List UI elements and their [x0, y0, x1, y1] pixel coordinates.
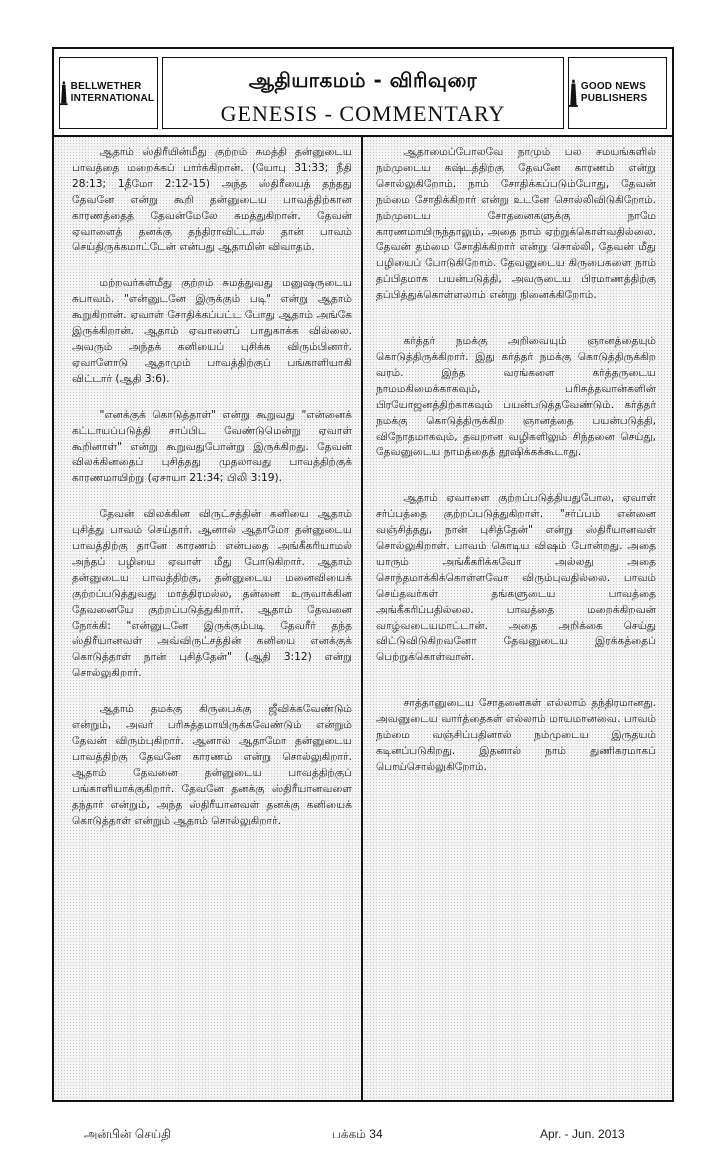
footer-page-number: பக்கம் 34	[332, 1127, 383, 1141]
footer-magazine-name: அன்பின் செய்தி	[84, 1127, 171, 1141]
bellwether-logo	[59, 57, 158, 129]
paragraph: "எனக்குக் கொடுத்தாள்" என்று கூறுவது "என்னைக் கட்டாயப்படுத்தி சாப்பிட வேண்டுமென்று ஏவாள் கூறினாள்" என்று கூறுவதுபோன்று இருக்கிறது. தேவன் விலக்கினதைப் புசித்தது முதலாவது பாவத்திற்குக் காரணமாயிற்று (ஏசாயா 21:34; பிலி 3:19).	[72, 408, 352, 485]
right-column	[376, 145, 656, 806]
page-footer	[0, 1127, 724, 1147]
good-news-logo	[568, 57, 667, 129]
column-divider	[361, 137, 363, 1100]
paragraph: ஆதாம் ஸ்திரீயின்மீது குற்றம் சுமத்தி தன்னுடைய பாவத்தை மறைக்கப் பார்க்கிறான். (யோபு 31:33; நீதி 28:13; 1தீமோ 2:12-15) அந்த ஸ்திரீயைத் தந்தது தேவனே என்று கூறி தன்னுடைய பாவத்திற்கான காரணத்தைத் தேவன்மேலே சுமத்துகிறான். தேவன் ஏவாளைத் தனக்கு தந்திராவிட்டால் தான் பாவம் செய்திருக்கமாட்டேன் என்பது ஆதாமின் விவாதம்.	[72, 146, 352, 254]
paragraph: ஆதாமைப்போலவே நாமும் பல சமயங்களில் நம்முடைய கஷ்டத்திற்கு தேவனே காரணம் என்று சொல்லுகிறோம். நாம் சோதிக்கப்படும்போது, தேவன் நம்மை சோதிக்கிறார் என்று உடனே சொல்லிவிடுகிறோம். நம்முடைய சோதனைகளுக்கு நாமே காரணமாயிருந்தாலும், அதை நாம் ஏற்றுக்கொள்வதில்லை. தேவன் தம்மை சோதிக்கிறார் என்று சொல்லி, தேவன் மீது பழியைப் போடுகிறோம். தேவனுடைய கிருபைகளை நாம் தப்பிதமாக பயன்படுத்தி, அவருடைய பிரமாணத்திற்கு தப்பித்துக்கொள்ளலாம் என்று நினைக்கிறோம்.	[376, 146, 656, 302]
good-news-logo-text: GOOD NEWS PUBLISHERS	[580, 81, 648, 104]
title-box	[162, 57, 564, 129]
lighthouse-icon	[60, 70, 68, 116]
page-frame	[52, 47, 674, 1102]
lighthouse-icon	[569, 70, 578, 116]
left-column	[72, 145, 352, 849]
paragraph: மற்றவர்கள்மீது குற்றம் சுமத்துவது மனுஷருடைய சுபாவம். "என்னுடனே இருக்கும் படி" என்று ஆதாம் கூறுகிறான். ஏவாள் சோதிக்கப்பட்ட போது ஆதாம் அங்கே இருக்கிறான். ஆதாம் ஏவாளைப் பாதுகாக்க வில்லை. அவரும் அந்தக் கனியைப் புசிக்க விரும்பினார். ஏவாளோடு ஆதாமும் பாவத்திற்குப் பங்காளியாகி விட்டார் (ஆதி 3:6).	[72, 277, 352, 385]
paragraph: தேவன் விலக்கின விருட்சத்தின் கனியை ஆதாம் புசித்து பாவம் செய்தார். ஆனால் ஆதாமோ தன்னுடைய பாவத்திற்கு தானே காரணம் என்பதை அங்கீகரியாமல் அந்தப் பழியை ஏவாள் மீது போடுகிறார். ஆதாம் தன்னுடைய பாவத்திற்கு, தன்னுடைய மனைவியைக் குற்றப்படுத்துவது மாத்திரமல்ல, தன்னை உருவாக்கின தேவனையே குற்றப்படுத்துகிறார். ஆதாம் தேவனை நோக்கி: "என்னுடனே இருக்கும்படி தேவரீர் தந்த ஸ்திரீயானவள் அவ்விருட்சத்தின் கனியை எனக்குக் கொடுத்தாள் நான் புசித்தேன்" (ஆதி 3:12) என்று சொல்லுகிறார்.	[72, 508, 352, 680]
page-title-english: GENESIS - COMMENTARY	[220, 101, 506, 126]
page-title-tamil: ஆதியாகமம் - விரிவுரை	[248, 68, 478, 92]
paragraph: ஆதாம் தமக்கு கிருபைக்கு ஜீவிக்கவேண்டும் என்றும், அவர் பரிசுத்தமாயிருக்கவேண்டும் என்றும் தேவன் விரும்புகிறார். ஆனால் ஆதாமோ தன்னுடைய பாவத்திற்கு தேவனே காரணம் என்று சொல்லுகிறார். ஆதாம் தேவனை தன்னுடைய பாவத்திற்குப் பங்காளியாக்குகிறார். தேவனே தனக்கு ஸ்திரீயானவளை தந்தார் என்றும், அந்த ஸ்திரீயானவள் தனக்கு கனியைக் கொடுத்தாள் என்றும் ஆதாம் சொல்லுகிறார்.	[72, 703, 352, 827]
header	[54, 49, 672, 137]
paragraph: சாத்தானுடைய சோதனைகள் எல்லாம் தந்திரமானது. அவனுடைய வார்த்தைகள் எல்லாம் மாயமானவை. பாவம் நம்மை வஞ்சிப்பதினால் நம்முடைய இருதயம் கடினப்படுகிறது. இதனால் நாம் துணிகரமாகப் பொய்சொல்லுகிறோம்.	[376, 697, 656, 773]
paragraph: ஆதாம் ஏவாளை குற்றப்படுத்தியதுபோல, ஏவாள் சர்ப்பத்தை குற்றப்படுத்துகிறாள். "சர்ப்பம் என்னை வஞ்சித்தது, நான் புசித்தேன்" என்று ஸ்திரீயானவள் சொல்லுகிறாள். பாவம் கொடிய விஷம் போன்றது. அதை யாரும் அங்கீகரிக்கவோ அல்லது அதை சொந்தமாக்கிக்கொள்ளவோ விரும்புவதில்லை. பாவம் செய்தவர்கள் தங்களுடைய பாவத்தை அங்கீகரிப்பதில்லை. பாவத்தை மறைக்கிறவன் வாழ்வடையமாட்டான். அதை அறிக்கை செய்து விட்டுவிடுகிறவனோ தேவனுடைய இரக்கத்தைப் பெற்றுக்கொள்வான்.	[376, 492, 656, 664]
footer-date: Apr. - Jun. 2013	[540, 1127, 625, 1141]
bellwether-logo-text: BELLWETHER INTERNATIONAL	[70, 81, 155, 104]
paragraph: கர்த்தர் நமக்கு அறிவையும் ஞானத்தையும் கொடுத்திருக்கிறார். இது கர்த்தர் நமக்கு கொடுத்திருக்கிற வரம். இந்த வரங்களை கர்த்தருடைய நாமமகிமைக்காகவும், பரிசுத்தவான்களின் பிரயோஜனத்திற்காகவும் பயன்படுத்தவேண்டும். கர்த்தர் நமக்கு கொடுத்திருக்கிற ஞானத்தை பயன்படுத்தி, விநோதமாகவும், தவறான வழிகளிலும் சிந்தனை செய்து, தேவனுடைய நாமத்தைத் தூஷிக்கக்கூடாது.	[376, 335, 656, 459]
